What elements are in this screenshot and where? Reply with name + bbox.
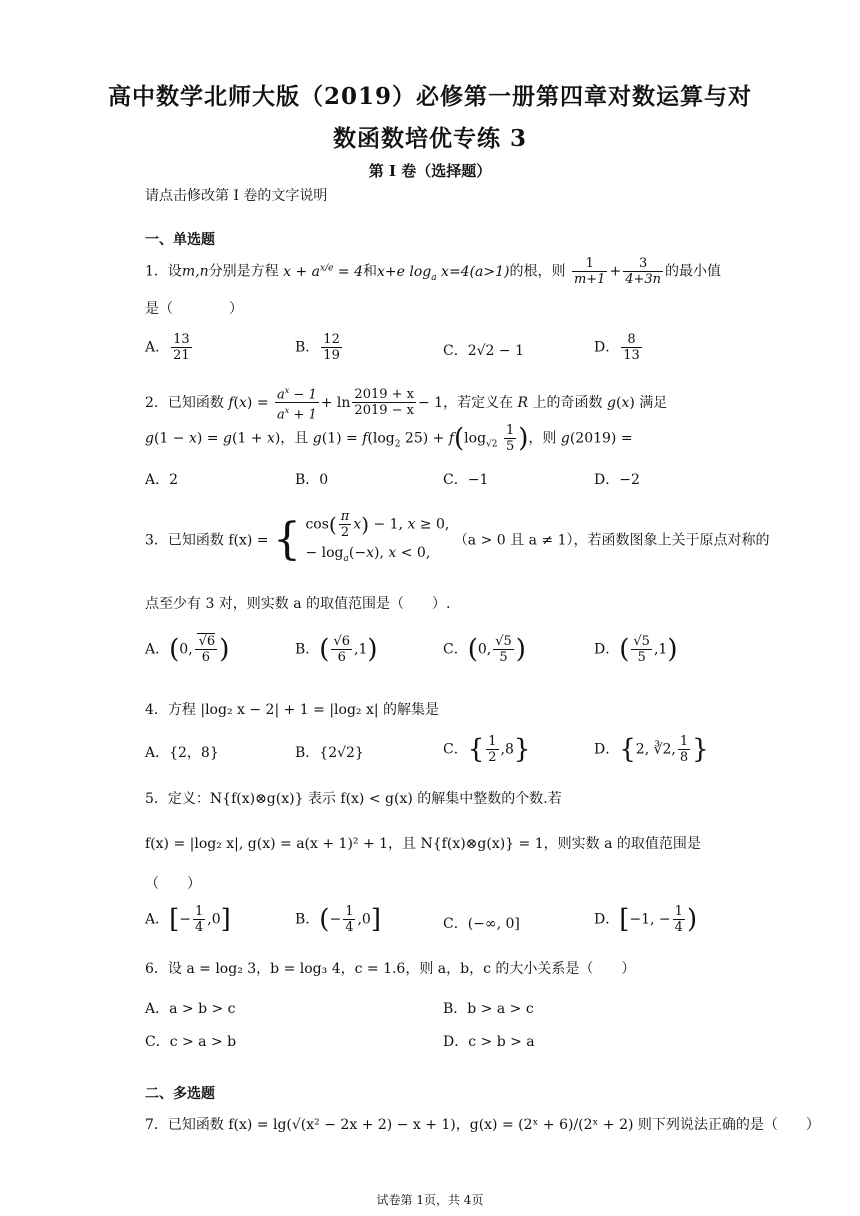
q2-line2: g(1 − x) = g(1 + x)，且 $g(1) = f(\log_2$ $25) + f(\log_{√2}$ $\frac{1}{5}$ )，则 g(2019) = — [145, 423, 633, 454]
q2-option-d[interactable]: D．−2 — [594, 472, 640, 488]
q6-option-a[interactable]: A．a > b > c — [145, 1001, 236, 1017]
q1-tail: 的根，则 — [509, 263, 566, 280]
q1-vars: m,n — [181, 263, 209, 280]
q1-eq2: x+e $\log_a x=4(a>1)$ — [376, 263, 510, 283]
q3-line2: 点至少有 3 对，则实数 a 的取值范围是（ ）. — [145, 596, 451, 612]
q5-option-c[interactable]: C．(−∞, 0] — [443, 916, 520, 932]
q5-option-b[interactable]: B．(− $\frac{1}{4}$ ,0] — [295, 904, 381, 935]
q1-prefix: 1．设 — [145, 263, 182, 280]
q1-end: 的最小值 — [665, 263, 721, 280]
q5-line3: （ ） — [145, 876, 201, 892]
section-multi-choice: 二、多选题 — [145, 1086, 215, 1102]
q1-and: 和 — [362, 263, 377, 280]
q6-option-c[interactable]: C．c > a > b — [145, 1034, 237, 1050]
q2-option-c[interactable]: C．−1 — [443, 472, 489, 488]
q6-option-b[interactable]: B．b > a > c — [443, 1001, 534, 1017]
part-title: 第 I 卷（选择题） — [368, 162, 492, 180]
section-single-choice: 一、单选题 — [145, 232, 215, 248]
question-5: 5．定义：N{f(x)⊗g(x)} 表示 f(x) < g(x) 的解集中整数的个数.若 — [145, 791, 562, 807]
q3-prefix: 3．已知函数 f(x) = — [145, 532, 269, 549]
q4-option-a[interactable]: A．{2，8} — [145, 745, 219, 761]
page-title-line2: 数函数培优专练 3 — [332, 125, 527, 152]
q1-eq1: $x + a^{x/e} = 4$ — [283, 262, 363, 280]
instruction-text[interactable]: 请点击修改第 I 卷的文字说明 — [145, 188, 328, 204]
q3-option-c[interactable]: C．(0, $\frac{√5}{5}$ ) — [443, 634, 526, 665]
q5-line2: f(x) = |log₂ x|, g(x) = a(x + 1)² + 1，且 N{f(x)⊗g(x)} = 1，则实数 a 的取值范围是 — [145, 836, 701, 852]
q5-option-d[interactable]: D．[−1, − $\frac{1}{4}$ ) — [594, 904, 698, 935]
q3-brace: { — [273, 514, 301, 566]
q4-option-d[interactable]: D．{2, ∛2, $\frac{1}{8}$ } — [594, 734, 709, 765]
q4-option-c[interactable]: C．{ $\frac{1}{2}$ ,8} — [443, 734, 531, 765]
q1-option-d[interactable]: D． $\frac{8}{13}$ — [594, 332, 640, 363]
q5-option-a[interactable]: A．[− $\frac{1}{4}$ ,0] — [145, 904, 231, 935]
question-3 — [145, 509, 769, 572]
q3-option-b[interactable]: B．( $\frac{√6}{6}$ ,1) — [295, 634, 378, 665]
q4-option-b[interactable]: B．{2√2} — [295, 745, 364, 761]
q1-frac-a: $\frac{1}{m+1}$ — [573, 256, 606, 287]
q3-cases: cos( $\frac{\pi}{2}$ x) − 1, x ≥ 0, − $\log_a(-x)$, x < 0, — [305, 509, 450, 564]
q6-option-d[interactable]: D．c > b > a — [443, 1034, 535, 1050]
q3-option-a[interactable]: A．(0, $\frac{√6}{6}$ ) — [145, 634, 230, 665]
question-1: 1．设m,n分别是方程 $x + a^{x/e} = 4$和x+e $\log_a x=4(a>1)$的根，则 $\frac{1}{m+1}$ + $\frac{3}{4+3n}$ 的最小值 — [145, 256, 721, 287]
q3-option-d[interactable]: D．( $\frac{√5}{5}$ ,1) — [594, 634, 678, 665]
question-2: 2．已知函数 f(x) = $\frac{a^x - 1}{a^x + 1}$ + ln $\frac{2019 + x}{2019 - x}$ − 1，若定义在 R 上的奇函数 g(x) 满足 — [145, 383, 667, 423]
q3-tail: （a > 0 且 a ≠ 1），若函数图象上关于原点对称的 — [453, 532, 770, 549]
q1-option-c[interactable]: C．2√2 − 1 — [443, 343, 524, 359]
question-6: 6．设 a = log₂ 3，b = log₃ 4，c = 1.6，则 a，b，c 的大小关系是（ ） — [145, 961, 636, 977]
page-footer: 试卷第 1页，共 4页 — [376, 1193, 484, 1207]
q1-frac-b: $\frac{3}{4+3n}$ — [625, 256, 661, 287]
question-7: 7．已知函数 f(x) = lg(√(x² − 2x + 2) − x + 1)，g(x) = (2ˣ + 6)/(2ˣ + 2) 则下列说法正确的是（ ） — [145, 1117, 820, 1133]
q1-mid: 分别是方程 — [208, 263, 279, 280]
page-title-line1: 高中数学北师大版（2019）必修第一册第四章对数运算与对 — [107, 83, 752, 110]
q1-option-a[interactable]: A． $\frac{13}{21}$ — [145, 332, 190, 363]
q2-option-a[interactable]: A．2 — [145, 472, 179, 488]
question-4: 4．方程 |log₂ x − 2| + 1 = |log₂ x| 的解集是 — [145, 702, 440, 718]
q1-line2: 是（ ） — [145, 301, 243, 317]
q2-option-b[interactable]: B．0 — [295, 472, 329, 488]
q1-option-b[interactable]: B． $\frac{12}{19}$ — [295, 332, 340, 363]
